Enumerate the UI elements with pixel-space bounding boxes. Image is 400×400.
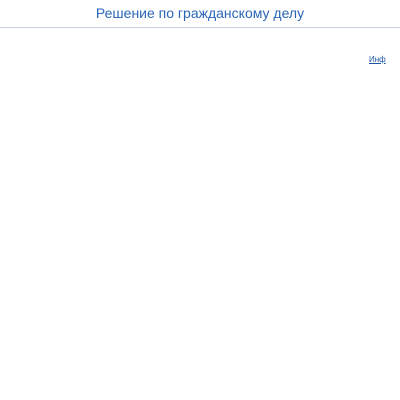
document-body: [0, 66, 400, 400]
info-link[interactable]: Инф: [369, 55, 386, 64]
title-divider: [0, 27, 400, 28]
page-title: Решение по гражданскому делу: [95, 5, 305, 21]
